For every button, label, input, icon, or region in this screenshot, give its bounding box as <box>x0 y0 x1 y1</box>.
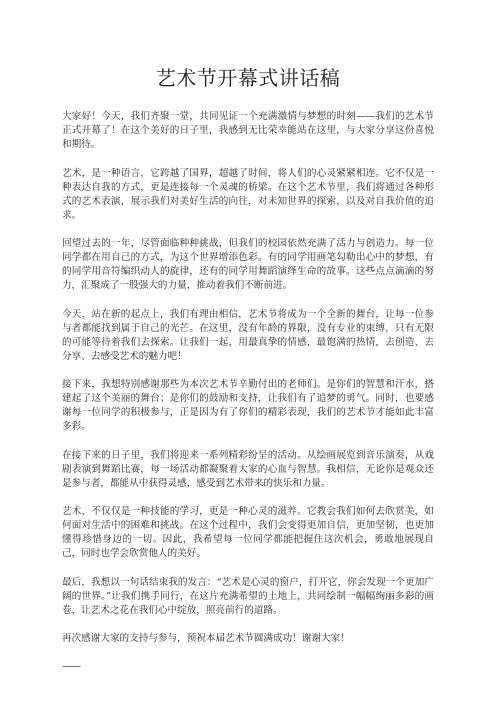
paragraph-5: 接下来，我想特别感谢那些为本次艺术节辛勤付出的老师们。是你们的智慧和汗水，搭建起了这个美丽的舞台；是你们的鼓励和支持，让我们有了追梦的勇气。同时，也要感谢每一位同学的积极参与，正是因为有了你们的精彩表现，我们的艺术节才能如此丰富多彩。 <box>62 379 434 432</box>
paragraph-4: 今天，站在新的起点上，我们有理由相信，艺术节将成为一个全新的舞台，让每一位参与者都能找到属于自己的光芒。在这里，没有年龄的界限，没有专业的束缚，只有无限的可能等待着我们去探索。让我们一起，用最真挚的情感，最饱满的热情，去创造、去分享、去感受艺术的魅力吧！ <box>62 308 434 362</box>
paragraph-2: 艺术，是一种语言，它跨越了国界，超越了时间，将人们的心灵紧紧相连。它不仅是一种表达自我的方式，更是连接每一个灵魂的桥梁。在这个艺术节里，我们将通过各种形式的艺术表演，展示我们对美好生活的向往，对未知世界的探索，以及对自我价值的追求。 <box>62 167 434 221</box>
paragraph-7: 艺术，不仅仅是一种技能的学习，更是一种心灵的滋养。它教会我们如何去欣赏美，如何面对生活中的困难和挑战。在这个过程中，我们会变得更加自信，更加坚韧，也更加懂得珍惜身边的一切。因此，我希望每一位同学都能把握住这次机会，勇敢地展现自己，同时也学会欣赏他人的美好。 <box>62 506 434 559</box>
paragraph-6: 在接下来的日子里，我们将迎来一系列精彩纷呈的活动。从绘画展览到音乐演奏，从戏剧表演到舞蹈比赛，每一场活动都凝聚着大家的心血与智慧。我相信，无论你是观众还是参与者，都能从中获得灵感，感受到艺术带来的快乐和力量。 <box>62 449 434 489</box>
paragraph-9: 再次感谢大家的支持与参与，预祝本届艺术节圆满成功！谢谢大家！ <box>62 633 350 644</box>
closing-rule: —— <box>62 660 80 672</box>
paragraph-8: 最后，我想以一句话结束我的发言：“艺术是心灵的窗户，打开它，你会发现一个更加广阔的世界。”让我们携手同行，在这片充满希望的土地上，共同绘制一幅幅绚丽多彩的画卷，让艺术之花在我们心中绽放，照亮前行的道路。 <box>62 576 434 616</box>
page-title: 艺术节开幕式讲话稿 <box>155 66 341 90</box>
paragraph-3: 回望过去的一年，尽管面临种种挑战，但我们的校园依然充满了活力与创造力。每一位同学都在用自己的方式，为这个世界增添色彩。有的同学用画笔勾勒出心中的梦想，有的同学用音符编织动人的旋律，还有的同学用舞蹈演绎生命的故事。这些点点滴滴的努力，汇聚成了一股强大的力量，推动着我们不断前进。 <box>62 238 434 291</box>
paragraph-1: 大家好！今天，我们齐聚一堂，共同见证一个充满激情与梦想的时刻——我们的艺术节正式开幕了！在这个美好的日子里，我感到无比荣幸能站在这里，与大家分享这份喜悦和期待。 <box>62 111 434 150</box>
